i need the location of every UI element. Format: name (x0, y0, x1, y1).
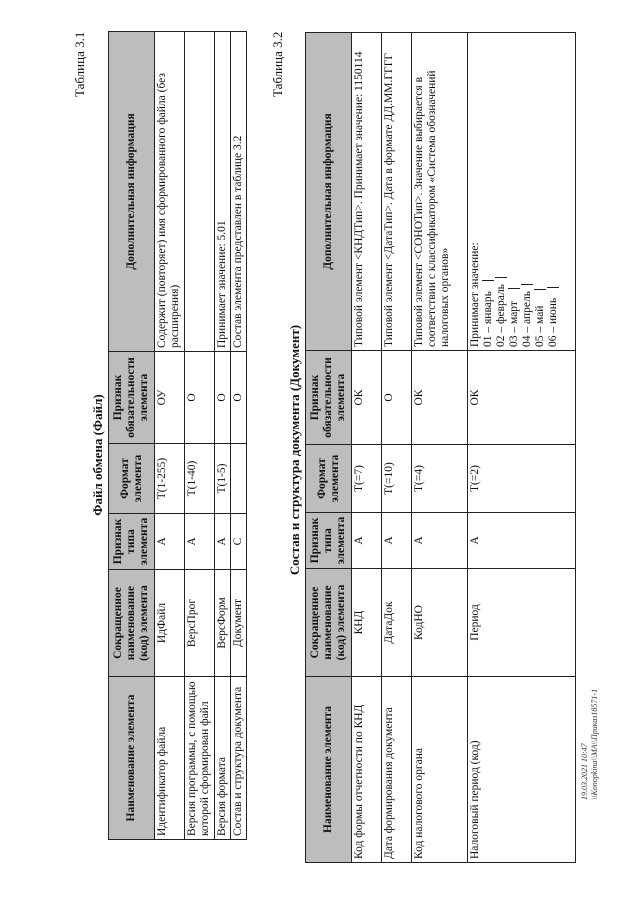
table2-header-cell: Формат элемента (306, 445, 352, 513)
list-item: 03 – март (508, 36, 521, 347)
table-cell: Т(=4) (412, 445, 468, 513)
table-cell: О (215, 352, 231, 444)
table-cell: ВерсФорм (215, 570, 231, 677)
table-cell: А (185, 514, 215, 570)
table-cell (185, 32, 215, 352)
table-cell: О (185, 352, 215, 444)
table-row (155, 32, 185, 840)
table-row (352, 33, 382, 863)
table-cell: Код формы отчетности по КНД (352, 677, 382, 863)
footer-timestamp: 19.03.2021 10:47 (580, 743, 589, 800)
table2-header-cell: Сокращенное наименование (код) элемента (306, 569, 352, 677)
table1-header-cell: Сокращенное наименование (код) элемента (109, 570, 155, 677)
table-cell: Принимает значение: 5.01 (215, 32, 231, 352)
table-cell: О (231, 352, 247, 444)
table-cell: Т(1-40) (185, 444, 215, 514)
document-footer (580, 689, 600, 800)
table-cell: Содержит (повторяет) имя сформированного файла (без расширения) (155, 32, 185, 352)
table1-caption: Таблица 3.1 (72, 31, 87, 97)
list-item: 06 – июнь (547, 36, 560, 347)
footer-path: \\Konopkina\\MA\\Приказ18571-1 (590, 688, 599, 800)
table-row (185, 32, 215, 840)
table-cell: Т(1-255) (155, 444, 185, 514)
table-cell: Т(=7) (352, 445, 382, 513)
table-cell: Налоговый период (код) (468, 677, 576, 863)
table2-header-cell: Наименование элемента (306, 677, 352, 863)
table1-header-cell: Признак обязательности элемента (109, 352, 155, 444)
table-row (215, 32, 231, 840)
table-cell: А (155, 514, 185, 570)
table-row (231, 32, 247, 840)
table-cell: Идентификатор файла (155, 677, 185, 840)
table2-header-cell: Признак обязательности элемента (306, 351, 352, 445)
table-cell: ИдФайл (155, 570, 185, 677)
table-cell: Состав элемента представлен в таблице 3.2 (231, 32, 247, 352)
table-cell: ОУ (155, 352, 185, 444)
list-item: 05 – май (534, 36, 547, 347)
table-cell: Документ (231, 570, 247, 677)
table-cell: Т(=10) (382, 445, 412, 513)
table1-header-row (109, 32, 155, 840)
table-cell: КНД (352, 569, 382, 677)
table-cell: Т(1-5) (215, 444, 231, 514)
table-cell: О (382, 351, 412, 445)
table-row (468, 33, 576, 863)
table2-title: Состав и структура документа (Документ) (287, 324, 302, 576)
table2-header-cell: Признак типа элемента (306, 513, 352, 569)
table-cell: ОК (468, 351, 576, 445)
table-row (412, 33, 468, 863)
table-cell (231, 444, 247, 514)
table-cell: Версия программы, с помощью которой сформирован файл (185, 677, 215, 840)
table-cell: Типовой элемент <СОНОТип>. Значение выбирается в соответствии с классификатором «Система обозначений налоговых органов» (412, 33, 468, 351)
period-values-cell (468, 33, 576, 351)
table1-header-cell: Дополнительная информация (109, 32, 155, 352)
table1-header-cell: Наименование элемента (109, 677, 155, 840)
list-item: 04 – апрель (521, 36, 534, 347)
table-cell: Дата формирования документа (382, 677, 412, 863)
table1-title: Файл обмена (Файл) (90, 394, 105, 516)
table-cell: Типовой элемент <КНДТип>. Принимает значение: 1150114 (352, 33, 382, 351)
table-cell: А (215, 514, 231, 570)
table2-header-cell: Дополнительная информация (306, 33, 352, 351)
period-intro: Принимает значение: (469, 242, 481, 347)
table2-header-row (306, 33, 352, 863)
table-cell: А (412, 513, 468, 569)
table-cell: Т(=2) (468, 445, 576, 513)
table-cell: Период (468, 569, 576, 677)
table-cell: Типовой элемент <ДатаТип>. Дата в формате ДД.ММ.ГГГГ (382, 33, 412, 351)
table-cell: Состав и структура документа (231, 677, 247, 840)
table1-header-cell: Формат элемента (109, 444, 155, 514)
table-cell: Версия формата (215, 677, 231, 840)
table-row (382, 33, 412, 863)
table2-caption: Таблица 3.2 (270, 31, 285, 97)
table-cell: А (468, 513, 576, 569)
table-cell: ДатаДок (382, 569, 412, 677)
table-cell: ОК (352, 351, 382, 445)
table2 (305, 32, 576, 863)
table1-header-cell: Признак типа элемента (109, 514, 155, 570)
table1 (108, 31, 247, 840)
table-cell: А (352, 513, 382, 569)
list-item: 01 – январь (482, 36, 495, 347)
list-item: 02 – февраль (495, 36, 508, 347)
table-cell: С (231, 514, 247, 570)
table-cell: Код налогового органа (412, 677, 468, 863)
table-cell: ОК (412, 351, 468, 445)
table-cell: КодНО (412, 569, 468, 677)
table-cell: А (382, 513, 412, 569)
table-cell: ВерсПрог (185, 570, 215, 677)
